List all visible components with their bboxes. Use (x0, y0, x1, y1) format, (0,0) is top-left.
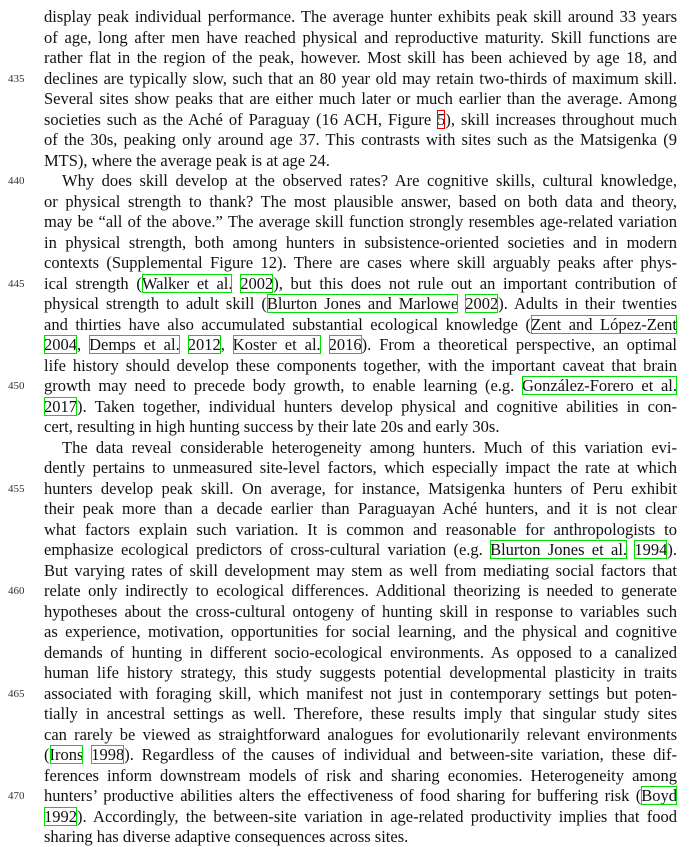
text-line (44, 252, 677, 273)
text-line (44, 765, 677, 786)
citation-link[interactable]: 2017 (44, 396, 77, 416)
text-run: ). (667, 540, 677, 559)
text-run: cert, resulting in high hunting success by their late 20s and early 30s. (44, 417, 500, 436)
text-run: growth may need to precede body growth, to enable learning (e.g. (44, 376, 522, 395)
line-number: 455 (8, 482, 25, 495)
text-run: ). Accordingly, the between-site variation in age-related productivity implies that food (77, 806, 677, 826)
citation-link[interactable]: Koster et al. (232, 335, 321, 354)
citation-link[interactable]: Blurton Jones et al. (490, 540, 628, 559)
citation-link[interactable]: 1994 (634, 540, 668, 559)
line-number: 445 (8, 277, 25, 290)
text-line (44, 232, 677, 253)
citation-link[interactable]: 1992 (44, 806, 77, 826)
text-run: their peak more than a decade earlier than Paraguayan Aché hunters, and it is not clear (44, 499, 677, 518)
citation-link[interactable]: Demps et al. (89, 335, 180, 354)
text-line (44, 47, 677, 68)
citation-link[interactable]: Irons (49, 745, 84, 764)
text-run: as experience, motivation, opportunities for social learning, and the physical and cognitive (44, 622, 677, 641)
text-run: in physical strength, both among hunters in subsistence-oriented societies and in modern (44, 232, 677, 252)
text-run: hunters’ productive abilities alters the effectiveness of food sharing for buffering risk ( (44, 786, 642, 805)
text-run: tially in ancestral settings as well. Therefore, these results imply that singular study sites (44, 704, 677, 723)
text-run: The data reveal considerable heterogeneity among hunters. Much of this variation evi- (62, 437, 677, 457)
text-run: ), but this does not rule out an important contribution of (273, 273, 678, 293)
text-run: ( (44, 745, 50, 764)
text-line (44, 191, 677, 212)
citation-link[interactable]: Blurton Jones and Marlowe (266, 294, 459, 313)
text-line (44, 375, 677, 396)
text-run: MTS), where the average peak is at age 24. (44, 150, 330, 170)
text-line (44, 293, 677, 314)
text-line (44, 621, 677, 642)
text-run: ). Taken together, individual hunters develop physical and cognitive abilities in con- (77, 396, 677, 416)
text-run: of age, long after men have reached physical and reproductive maturity. Skill functions are (44, 27, 677, 47)
text-run: display peak individual performance. The average hunter exhibits peak skill around 33 years (44, 7, 677, 26)
text-line (44, 724, 677, 745)
text-run: ), skill increases throughout much (445, 109, 677, 129)
text-run: may be “all of the above.” The average skill function strongly resembles age-related variation (44, 212, 677, 231)
text-run: ). From a theoretical perspective, an optimal (361, 335, 677, 354)
text-line (44, 498, 677, 519)
citation-link[interactable]: 1998 (91, 745, 125, 764)
text-run: ). Regardless of the causes of individual and between-site variation, these dif- (124, 745, 678, 764)
text-run: ical strength ( (44, 273, 142, 293)
text-run: dently pertains to unmeasured site-level factors, which especially impact the rate at which (44, 458, 677, 477)
text-run: But varying rates of skill development may stem as well from mediating social factors that (44, 560, 677, 580)
text-run: ). Adults in their twenties (498, 294, 678, 313)
line-number: 470 (8, 790, 25, 802)
citation-link[interactable]: Zent and López-Zent (530, 314, 677, 334)
text-line (44, 211, 677, 232)
text-line (44, 806, 677, 827)
text-line (44, 129, 677, 150)
text-line (62, 437, 677, 458)
text-run: hypotheses about the cross-cultural ontogeny of hunting skill in response to variables such (44, 601, 677, 621)
text-line (44, 396, 677, 417)
text-line (44, 478, 677, 499)
text-line (44, 601, 677, 622)
line-number: 465 (8, 687, 25, 700)
citation-link[interactable]: 2004 (44, 335, 77, 354)
citation-link[interactable]: González-Forero et al. (521, 376, 677, 395)
text-run: , (77, 335, 90, 354)
text-line (44, 273, 677, 294)
text-line (44, 785, 677, 806)
text-line (44, 560, 677, 581)
citation-link[interactable]: 2002 (465, 294, 499, 313)
text-line (44, 744, 677, 765)
citation-link[interactable]: 2002 (240, 273, 274, 293)
text-run: human life history strategy, this study suggests potential developmental plasticity in traits (44, 663, 677, 682)
text-line (44, 642, 677, 663)
text-line (44, 314, 677, 335)
text-line (44, 416, 677, 437)
text-run: contexts (Supplemental Figure 12). There are cases where skill arguably peaks after phys- (44, 253, 677, 272)
text-run: what factors explain such variation. It is common and reasonable for anthropologists to (44, 519, 677, 539)
text-line (44, 109, 677, 130)
text-run: sharing has diverse adaptive consequences across sites. (44, 827, 409, 846)
citation-link[interactable]: Walker et al. (141, 273, 233, 293)
line-number: 450 (8, 380, 25, 392)
citation-link[interactable]: 2016 (328, 335, 362, 354)
text-run: demands of hunting in different socio-ecological environments. As opposed to a canalized (44, 642, 677, 662)
text-run: emphasize ecological predictors of cross-cultural variation (e.g. (44, 540, 491, 559)
text-run: of the 30s, peaking only around age 37. This contrasts with sites such as the Matsigenka (9 (44, 130, 677, 149)
text-run: or physical strength to thank? The most plausible answer, based on both data and theory, (44, 191, 677, 211)
text-run: declines are typically slow, such that an 80 year old may retain two-thirds of maximum skill. (44, 68, 677, 88)
text-run: can rarely be viewed as straightforward analogues for evolutionarily relevant environments (44, 724, 677, 744)
text-line (44, 539, 677, 560)
text-run: and thirties have also accumulated substantial ecological knowledge ( (44, 314, 531, 334)
line-number: 440 (8, 175, 25, 187)
text-line (44, 6, 677, 27)
text-line (44, 457, 677, 478)
text-run: relate only indirectly to ecological differences. Additional theorizing is needed to generate (44, 581, 677, 600)
text-line (44, 580, 677, 601)
text-line (44, 703, 677, 724)
text-line (62, 170, 677, 191)
line-number: 460 (8, 585, 25, 597)
text-run: life history should develop these components together, with the important caveat that brain (44, 355, 677, 375)
line-number: 435 (8, 72, 25, 85)
figure-reference-link[interactable]: 5 (437, 109, 446, 129)
text-run: ferences inform downstream models of risk and sharing economies. Heterogeneity among (44, 765, 677, 785)
text-line (44, 68, 677, 89)
text-line (44, 355, 677, 376)
citation-link[interactable]: 2012 (187, 335, 221, 354)
text-run (180, 335, 188, 354)
text-run: societies such as the Aché of Paraguay (16 ACH, Figure (44, 109, 438, 129)
text-run: rather flat in the region of the peak, however. Most skill has been achieved by age 18, and (44, 48, 677, 67)
text-line (44, 27, 677, 48)
text-run: physical strength to adult skill ( (44, 294, 267, 313)
text-line (44, 683, 677, 704)
text-line (44, 150, 677, 171)
text-line (44, 662, 677, 683)
text-line (44, 88, 677, 109)
text-run: Why does skill develop at the observed rates? Are cognitive skills, cultural knowledge, (62, 171, 677, 190)
text-run (321, 335, 329, 354)
citation-link[interactable]: Boyd (641, 786, 677, 805)
text-run: Several sites show peaks that are either much later or much earlier than the average. Among (44, 89, 677, 108)
text-run: associated with foraging skill, which manifest not just in contemporary settings but poten- (44, 683, 677, 703)
text-line (44, 519, 677, 540)
text-run: hunters develop peak skill. On average, for instance, Matsigenka hunters of Peru exhibit (44, 478, 677, 498)
text-run: , (220, 335, 233, 354)
text-line (44, 334, 677, 355)
